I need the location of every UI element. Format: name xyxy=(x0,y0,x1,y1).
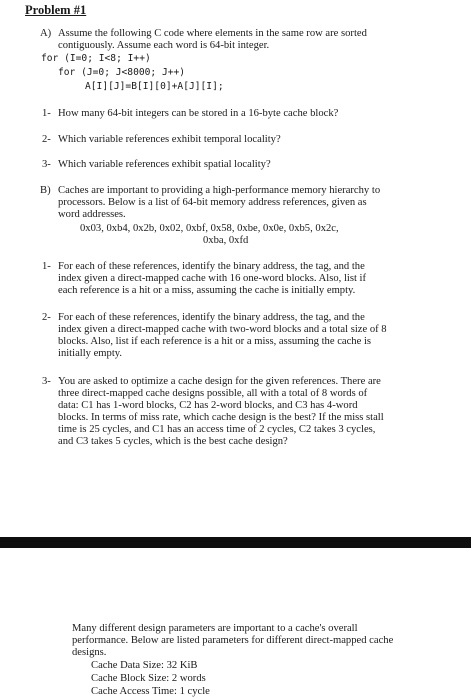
question-a3-number: 3- xyxy=(42,159,51,170)
question-b2-line-2: index given a direct-mapped cache with two-word blocks and a total size of 8 xyxy=(58,324,387,335)
code-line-1: for (I=0; I<8; I++) xyxy=(41,53,151,64)
param-cache-block-size: Cache Block Size: 2 words xyxy=(91,673,206,684)
part-a-label: A) xyxy=(40,28,52,39)
question-b2-line-3: blocks. Also, list if each reference is a hit or a miss, assuming the cache is xyxy=(58,336,372,347)
param-cache-data-size: Cache Data Size: 32 KiB xyxy=(91,660,198,671)
part-b-intro-line-3: word addresses. xyxy=(58,209,126,220)
question-a1-text: How many 64-bit integers can be stored in a 16-byte cache block? xyxy=(58,108,339,119)
question-b3-line-3: data: C1 has 1-word blocks, C2 has 2-word blocks, and C3 has 4-word xyxy=(58,400,358,411)
problem-title: Problem #1 xyxy=(25,3,87,17)
param-cache-access-time: Cache Access Time: 1 cycle xyxy=(91,686,210,697)
question-b2-number: 2- xyxy=(42,312,51,323)
question-a2-number: 2- xyxy=(42,134,51,145)
question-b3-line-1: You are asked to optimize a cache design for the given references. There are xyxy=(58,376,381,387)
address-list-line-1: 0x03, 0xb4, 0x2b, 0x02, 0xbf, 0x58, 0xbe, 0x0e, 0xb5, 0x2c, xyxy=(80,223,339,234)
part-c-intro-line-3: designs. xyxy=(72,647,107,658)
question-b3-line-2: three direct-mapped cache designs possible, all with a total of 8 words of xyxy=(58,388,368,399)
question-a1-number: 1- xyxy=(42,108,51,119)
address-list-line-2: 0xba, 0xfd xyxy=(203,235,249,246)
question-b1-line-1: For each of these references, identify the binary address, the tag, and the xyxy=(58,261,365,272)
question-b3-line-4: blocks. In terms of miss rate, which cache design is the best? If the miss stall xyxy=(58,412,384,423)
part-a-intro-line-1: Assume the following C code where elements in the same row are sorted xyxy=(58,28,367,39)
part-a-intro-line-2: contiguously. Assume each word is 64-bit integer. xyxy=(58,40,270,51)
question-b2-line-4: initially empty. xyxy=(58,348,123,359)
question-a2-text: Which variable references exhibit temporal locality? xyxy=(58,134,281,145)
page-divider xyxy=(0,537,471,548)
part-b-intro-line-2: processors. Below is a list of 64-bit memory address references, given as xyxy=(58,197,367,208)
part-b-intro-line-1: Caches are important to providing a high-performance memory hierarchy to xyxy=(58,185,381,196)
part-b-label: B) xyxy=(40,185,51,196)
code-line-3: A[I][J]=B[I][0]+A[J][I]; xyxy=(85,81,224,92)
question-b1-number: 1- xyxy=(42,261,51,272)
question-b1-line-2: index given a direct-mapped cache with 16 one-word blocks. Also, list if xyxy=(58,273,367,284)
question-b3-line-5: time is 25 cycles, and C1 has an access time of 2 cycles, C2 takes 3 cycles, xyxy=(58,424,376,435)
question-b3-number: 3- xyxy=(42,376,51,387)
question-a3-text: Which variable references exhibit spatial locality? xyxy=(58,159,271,170)
question-b2-line-1: For each of these references, identify the binary address, the tag, and the xyxy=(58,312,365,323)
part-c-intro-line-2: performance. Below are listed parameters for different direct-mapped cache xyxy=(72,635,394,646)
code-line-2: for (J=0; J<8000; J++) xyxy=(58,67,186,78)
question-b3-line-6: and C3 takes 5 cycles, which is the best cache design? xyxy=(58,436,288,447)
question-b1-line-3: each reference is a hit or a miss, assuming the cache is initially empty. xyxy=(58,285,356,296)
part-c-intro-line-1: Many different design parameters are important to a cache's overall xyxy=(72,623,358,634)
